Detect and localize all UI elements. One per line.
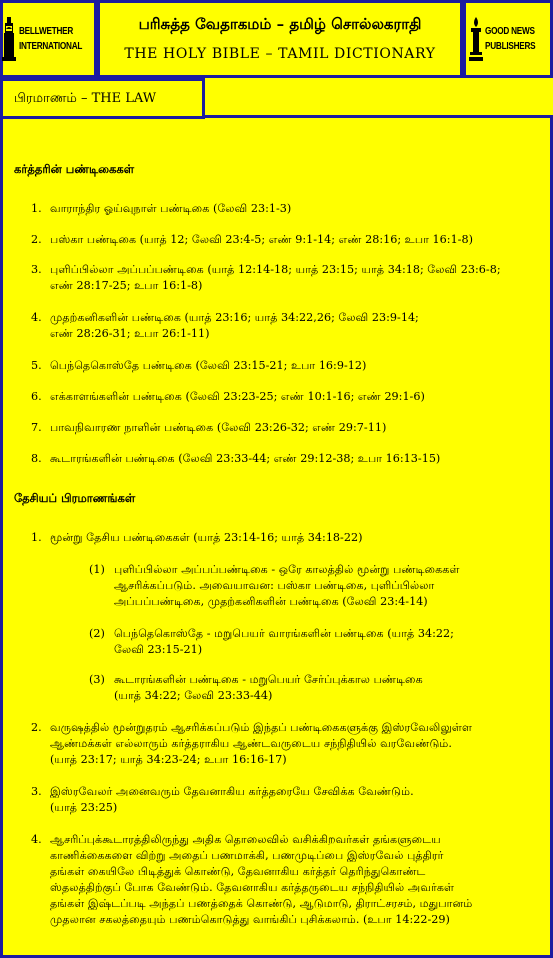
sub-item-number: (1): [89, 563, 105, 576]
title-tamil: பரிசுத்த வேதாகமம் – தமிழ் சொல்லகராதி: [138, 15, 422, 33]
national-number: 1.: [31, 531, 42, 544]
national-item-line: முதலான சகலத்தையும் பணம்கொடுத்து வாங்கிப் புசிக்கலாம். (உபா 14:22-29): [50, 913, 450, 926]
title-english: THE HOLY BIBLE – TAMIL DICTIONARY: [124, 46, 436, 62]
bellwether-logo: [0, 0, 97, 78]
festival-item-line: புளிப்பில்லா அப்பப்பண்டிகை (யாத் 12:14-18; யாத் 23:15; யாத் 34:18; லேவி 23:6-8;: [50, 263, 501, 276]
national-item-line: வருஷத்தில் மூன்றுதரம் ஆசரிக்கப்படும் இந்தப் பண்டிகைகளுக்கு இஸ்ரவேலிலுள்ள: [50, 721, 473, 734]
festival-item-line: முதற்கனிகளின் பண்டிகை (யாத் 23:16; யாத் 34:22,26; லேவி 23:9-14;: [50, 311, 419, 324]
festival-number: 2.: [31, 233, 42, 246]
right-logo-line1: GOOD NEWS: [485, 26, 535, 37]
section-tab-label: பிரமாணம் – THE LAW: [14, 91, 157, 106]
festival-number: 7.: [31, 421, 42, 434]
festival-item-line: எண் 28:17-25; உபா 16:1-8): [50, 279, 203, 292]
sub-item-line: அப்பப்பண்டிகை, முதற்கனிகளின் பண்டிகை (லேவி 23:4-14): [114, 595, 428, 608]
festival-number: 5.: [31, 359, 42, 372]
festival-number: 4.: [31, 311, 42, 324]
national-item-line: தங்கள் கையிலே பிடித்துக் கொண்டு, தேவனாகிய கர்த்தர் தெரிந்துகொண்ட: [50, 865, 426, 878]
national-item-line: (யாத் 23:17; யாத் 34:23-24; உபா 16:16-17): [50, 753, 287, 766]
sub-item-line: கூடாரங்களின் பண்டிகை - மறுபெயர் சேர்ப்புக்கால பண்டிகை: [114, 673, 423, 686]
national-item-line: ஸ்தலத்திற்குப் போக வேண்டும். தேவனாகிய கர்த்தருடைய சந்நிதியில் அவர்கள்: [50, 881, 455, 894]
national-laws-heading: தேசியப் பிரமாணங்கள்: [14, 491, 136, 505]
national-number: 2.: [31, 721, 42, 734]
national-item-line: (யாத் 23:25): [50, 801, 118, 814]
national-item-line: இஸ்ரவேலர் அனைவரும் தேவனாகிய கர்த்தரையே சேவிக்க வேண்டும்.: [50, 785, 414, 798]
section-tab: [0, 78, 205, 119]
festival-item: பஸ்கா பண்டிகை (யாத் 12; லேவி 23:4-5; எண் 9:1-14; எண் 28:16; உபா 16:1-8): [50, 233, 473, 246]
sub-item-line: லேவி 23:15-21): [114, 643, 203, 656]
good-news-logo: [463, 0, 553, 78]
sub-item-line: புளிப்பில்லா அப்பப்பண்டிகை - ஒரே காலத்தில் மூன்று பண்டிகைகள்: [114, 563, 460, 576]
festival-item: எக்காளங்களின் பண்டிகை (லேவி 23:23-25; எண் 10:1-16; எண் 29:1-6): [50, 390, 425, 403]
festival-item: பாவநிவாரண நாளின் பண்டிகை (லேவி 23:26-32; எண் 29:7-11): [50, 421, 387, 434]
left-logo-line1: BELLWETHER: [18, 26, 74, 37]
national-item-line: காணிக்கைகளை விற்று அதைப் பணமாக்கி, பணமுடிப்பை இஸ்ரவேல் புத்திரர்: [50, 849, 444, 862]
header-title-box: [97, 0, 463, 78]
festival-number: 6.: [31, 390, 42, 403]
bell-tower-icon: [1, 17, 17, 61]
festival-item: பெந்தெகொஸ்தே பண்டிகை (லேவி 23:15-21; உபா 16:9-12): [50, 359, 367, 372]
festivals-heading: கர்த்தரின் பண்டிகைகள்: [14, 162, 135, 176]
festival-number: 1.: [31, 202, 42, 215]
national-item-line: ஆசரிப்புக்கூடாரத்திலிருந்து அதிக தொலைவில் வசிக்கிறவர்கள் தங்களுடைய: [50, 833, 441, 846]
festival-number: 8.: [31, 452, 42, 465]
national-number: 3.: [31, 785, 42, 798]
national-item-line: தங்கள் இஷ்டப்படி அந்தப் பணத்தைக் கொண்டு, ஆடுமாடு, திராட்சரசம், மதுபானம்: [50, 897, 473, 910]
lamp-icon: [469, 17, 483, 61]
national-item: மூன்று தேசிய பண்டிகைகள் (யாத் 23:14-16; யாத் 34:18-22): [50, 531, 363, 544]
festival-item-line: எண் 28:26-31; உபா 26:1-11): [50, 327, 210, 340]
right-logo-line2: PUBLISHERS: [485, 41, 536, 52]
sub-item-line: பெந்தெகொஸ்தே - மறுபெயர் வாரங்களின் பண்டிகை (யாத் 34:22;: [114, 627, 454, 640]
sub-item-number: (2): [89, 627, 105, 640]
sub-item-number: (3): [89, 673, 105, 686]
national-item-line: ஆண்மக்கள் எல்லாரும் கர்த்தராகிய ஆண்டவருடைய சந்நிதியில் வரவேண்டும்.: [50, 737, 452, 750]
sub-item-line: ஆசரிக்கப்படும். அவையாவன: பஸ்கா பண்டிகை, புளிப்பில்லா: [114, 579, 435, 592]
left-logo-line2: INTERNATIONAL: [18, 41, 83, 52]
festival-number: 3.: [31, 263, 42, 276]
national-number: 4.: [31, 833, 42, 846]
festival-item: வாராந்திர ஓய்வுநாள் பண்டிகை (லேவி 23:1-3): [50, 202, 292, 215]
sub-item-line: (யாத் 34:22; லேவி 23:33-44): [114, 689, 273, 702]
festival-item: கூடாரங்களின் பண்டிகை (லேவி 23:33-44; எண் 29:12-38; உபா 16:13-15): [50, 452, 441, 465]
